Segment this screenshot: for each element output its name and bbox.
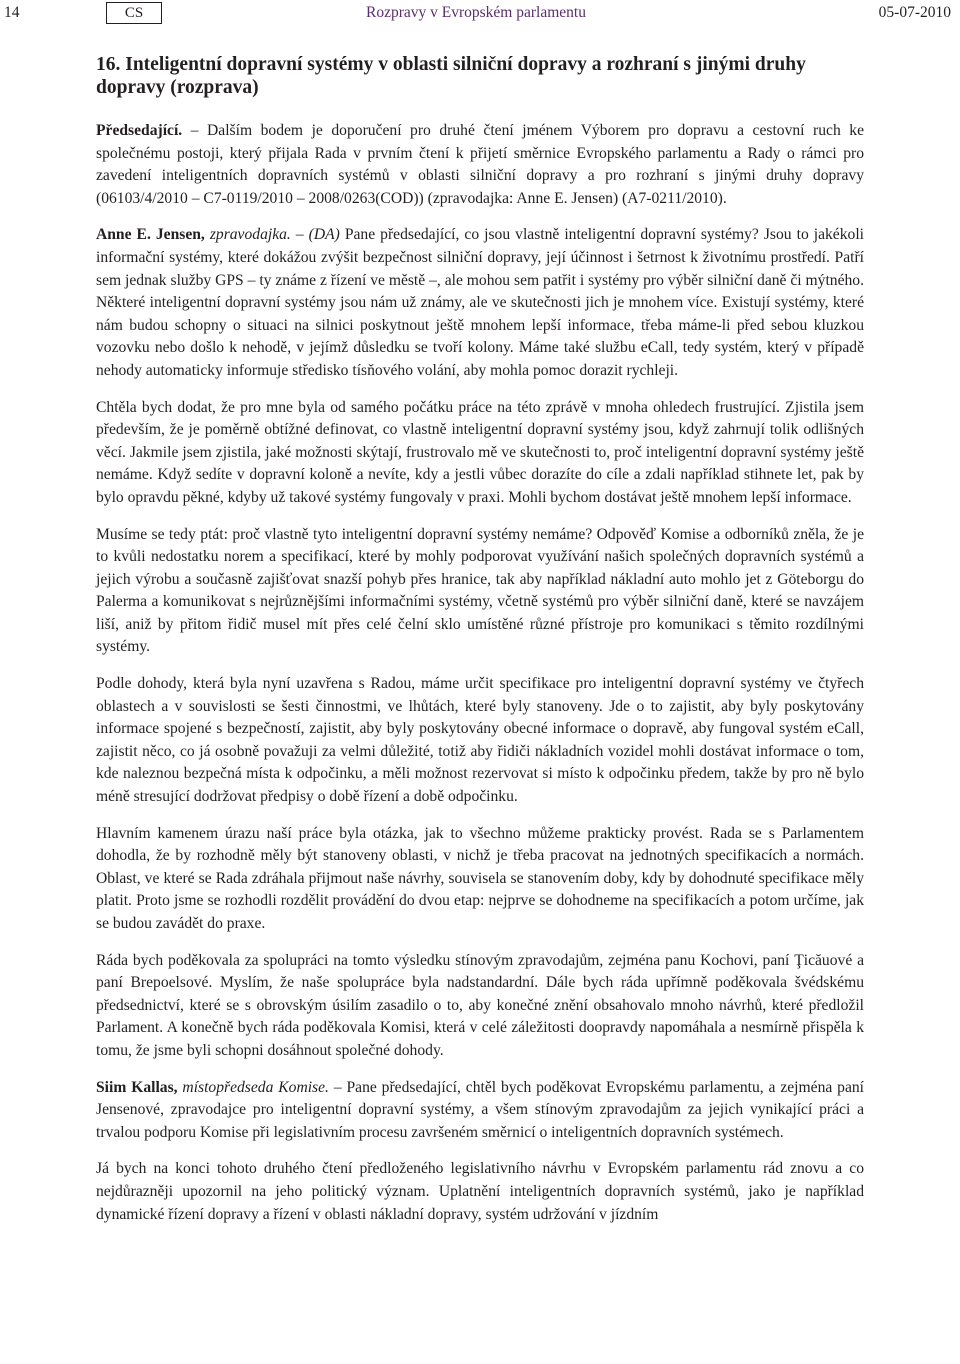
paragraph bbox=[96, 524, 864, 660]
page-header bbox=[0, 0, 960, 30]
paragraph bbox=[96, 1158, 864, 1226]
paragraph bbox=[96, 1077, 864, 1145]
paragraph bbox=[96, 120, 864, 210]
publication-date: 05-07-2010 bbox=[878, 4, 951, 21]
speaker-name: Siim Kallas, bbox=[96, 1078, 178, 1096]
speaker-role: místopředseda Komise. bbox=[177, 1078, 329, 1096]
page-number: 14 bbox=[4, 4, 20, 21]
paragraph-text: – Pane předsedající, chtěl bych poděkovat Evropskému parlamentu, a zejména paní Jensenové, zpravodajce pro inteligentní dopravní systémy, a všem stínovým zpravodajům za jejich vynikající práci a trvalou podporu Komise při legislativním procesu završeném směrnicí o inteligentních dopravních systémech. bbox=[96, 1078, 865, 1141]
document-body bbox=[96, 53, 864, 1240]
paragraph-text: Chtěla bych dodat, že pro mne byla od samého počátku práce na této zprávě v mnoha ohledech frustrující. Zjistila jsem především, že je poměrně obtížné definovat, co vlastně inteligentní dopravní systémy jsou, když zahrnují tolik odlišných věcí. Jakmile jsem zjistila, jaké možnosti skýtají, frustrovalo mě ve skutečnosti to, proč inteligentní dopravní systémy ještě nemáme. Když sedíte v dopravní koloně a nevíte, kdy a jestli vůbec dorazíte do cíle a zdali například stihnete let, pak by bylo opravdu pěkné, kdyby už takové systémy fungovaly v praxi. Mohli bychom dostávat ještě mnohem lepší informace. bbox=[96, 398, 864, 506]
paragraph-text: Podle dohody, která byla nyní uzavřena s Radou, máme určit specifikace pro inteligentní dopravní systémy ve čtyřech oblastech a v souvislosti se šesti činnostmi, ve lhůtách, které byly stanoveny. Jde o to zajistit, aby byly poskytovány informace spojené s bezpečností, zajistit, aby byly poskytovány obecné informace o dopravě, aby fungoval systém eCall, zajistit něco, co já osobně považuji za velmi důležité, totiž aby řidiči nákladních vozidel mohli dostávat informace o tom, kde naleznou bezpečná místa k odpočinku, a měli možnost rezervovat si místo k odpočinku předem, takže by pro ně bylo méně stresující dodržovat předpisy o době řízení a době odpočinku. bbox=[96, 675, 864, 806]
paragraph bbox=[96, 224, 864, 382]
paragraph-text: Musíme se tedy ptát: proč vlastně tyto inteligentní dopravní systémy nemáme? Odpověď Komise a odborníků zněla, že je to kvůli nedostatku norem a specifikací, které by mohly podporovat využívání našich společných dopravních systémů a jejich výrobu a současně zajišťovat snazší pohyb přes hranice, tak aby například nákladní auto mohlo jet z Göteborgu do Palerma a komunikovat s nejrůznějšími informačními systémy, včetně systémů pro výběr silniční daně, které se navzájem liší, aniž by přitom řidič musel mít přes celé čelní sklo umístěné různé přístroje pro komunikaci s těmito rozdílnými systémy. bbox=[96, 525, 864, 656]
paragraph bbox=[96, 823, 864, 936]
paragraph-text: Já bych na konci tohoto druhého čtení předloženého legislativního návrhu v Evropském parlamentu rád znovu a co nejdůrazněji upozornil na jeho politický význam. Uplatnění inteligentních dopravních systémů, jako je například dynamické řízení dopravy a řízení v oblasti nákladní dopravy, systém udržování v jízdním bbox=[96, 1160, 864, 1223]
language-box: CS bbox=[106, 2, 162, 24]
paragraph bbox=[96, 673, 864, 809]
paragraph-text: Ráda bych poděkovala za spolupráci na tomto výsledku stínovým zpravodajům, zejména panu Kochovi, paní Ţicăuové a paní Brepoelsové. Myslím, že naše spolupráce byla nadstandardní. Dále bych ráda upřímně poděkovala švédskému předsednictví, které se s obrovským úsilím zasadilo o to, aby konečné znění obsahovalo mnoho návrhů, které předložil Parlament. A konečně bych ráda poděkovala Komisi, která v celé záležitosti doopravdy napomáhala a nesmírně přispěla k tomu, že jsme byli schopni dosáhnout společné dohody. bbox=[96, 951, 864, 1059]
paragraph-text: – Dalším bodem je doporučení pro druhé čtení jménem Výborem pro dopravu a cestovní ruch ke společnému postoji, který přijala Rada v prvním čtení k přijetí směrnice Evropského parlamentu a Rady o rámci pro zavedení inteligentních dopravních systémů v oblasti silniční dopravy a pro rozhraní s jinými druhy dopravy (06103/4/2010 – C7-0119/2010 – 2008/0263(COD)) (zpravodajka: Anne E. Jensen) (A7-0211/2010). bbox=[96, 122, 864, 207]
speaker-name: Předsedající. bbox=[96, 122, 183, 139]
speaker-role: zpravodajka. bbox=[204, 226, 291, 244]
paragraph bbox=[96, 397, 864, 510]
language-code: – (DA) bbox=[290, 226, 340, 244]
paragraph-text: Pane předsedající, co jsou vlastně inteligentní dopravní systémy? Jsou to jakékoli informační systémy, které dokážou zvýšit bezpečnost silniční dopravy, její účinnost i šetrnost k životnímu prostředí. Patří sem jednak služby GPS – ty známe z řízení ve městě –, ale mohou sem patřit i systémy pro výběr silniční daně či mýtného. Některé inteligentní dopravní systémy jsou nám už známy, ale ve skutečnosti jich je mnohem více. Existují systémy, které nám budou schopny o situaci na silnici poskytnout ještě mnohem lepší informace, třeba máme-li před sebou kluzkou vozovku nebo došlo k nehodě, v jejímž důsledku se tvoří kolony. Máme také službu eCall, tedy systém, který v případě nehody automaticky informuje středisko tísňového volání, aby mohla pomoc dorazit rychleji. bbox=[96, 226, 864, 379]
section-title: 16. Inteligentní dopravní systémy v oblasti silniční dopravy a rozhraní s jinými druhy dopravy (rozprava) bbox=[96, 54, 806, 98]
publication-title: Rozpravy v Evropském parlamentu bbox=[366, 4, 586, 21]
paragraph-text: Hlavním kamenem úrazu naší práce byla otázka, jak to všechno můžeme prakticky provést. Rada se s Parlamentem dohodla, že by rozhodně měly být stanoveny oblasti, v nichž je třeba pracovat na jednotných specifikacích a normách. Oblast, ve které se Rada zdráhala přijmout naše návrhy, souvisela se stanovením doby, kdy by dohodnuté specifikace měly platit. Proto jsme se rozhodli rozdělit provádění do dvou etap: nejprve se dohodneme na specifikacích a potom určíme, jak se budou zavádět do praxe. bbox=[96, 824, 864, 932]
speaker-name: Anne E. Jensen, bbox=[96, 226, 205, 244]
paragraph bbox=[96, 950, 864, 1063]
